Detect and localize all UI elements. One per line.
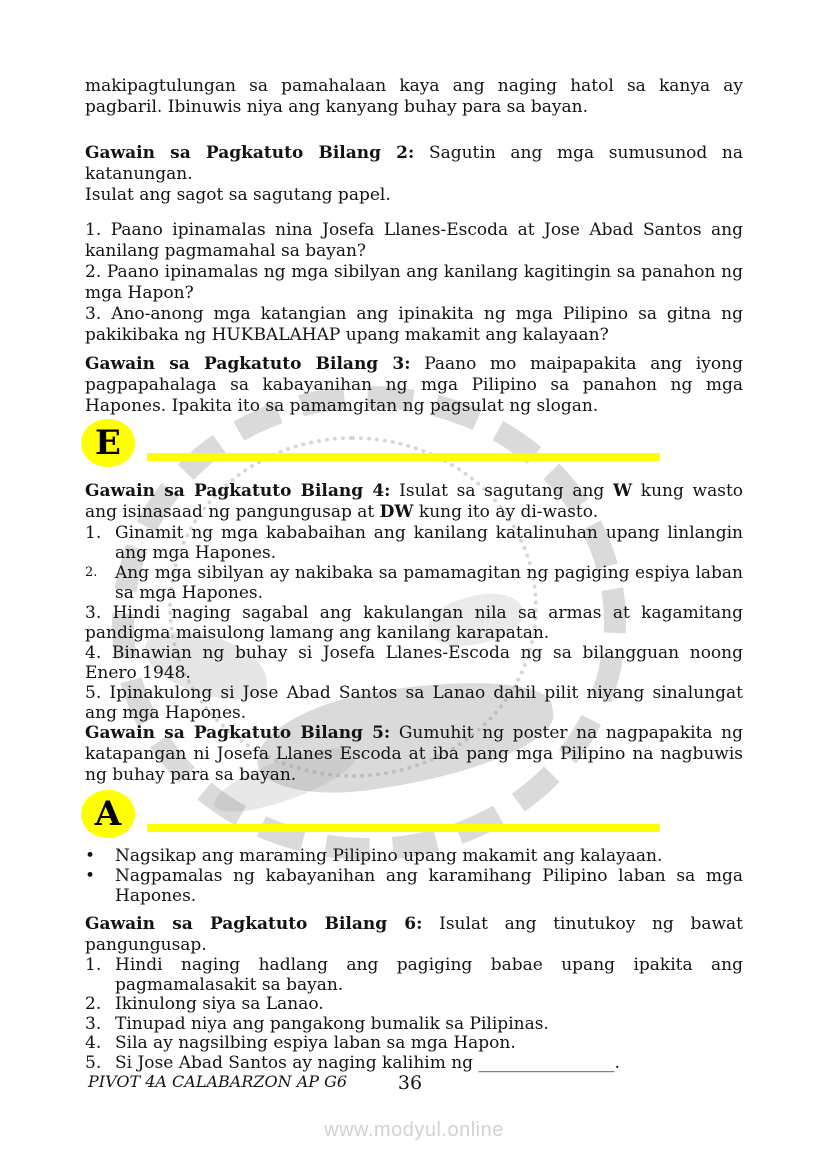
- gawain-6-text: Isulat ang tinutukoy ng bawat pangungusap.: [85, 914, 744, 955]
- list-item-text: Si Jose Abad Santos ay naging kalihim ng ________________.: [115, 1052, 620, 1073]
- gawain-4-text: kung wasto ang isinasaad ng pangungusap at: [85, 481, 744, 522]
- page-content: [85, 70, 743, 1073]
- gawain-3-label: Gawain sa Pagkatuto Bilang 3:: [85, 354, 411, 374]
- gawain-2-text: Sagutin ang mga sumusunod na katanungan.: [85, 143, 743, 184]
- list-item-number: 2.: [85, 994, 102, 1014]
- section-e-badge: E: [81, 419, 135, 467]
- site-watermark: www.modyul.online: [324, 1119, 504, 1141]
- list-item: [85, 995, 743, 1015]
- gawain-4-text: kung ito ay di-wasto.: [418, 502, 599, 522]
- list-item-number: 3.: [85, 1013, 102, 1034]
- bullet-item: [85, 866, 743, 906]
- list-item-number: 4.: [85, 1033, 102, 1053]
- bullet-marker: •: [85, 866, 96, 886]
- list-item-number: 4.: [85, 643, 102, 663]
- gawain-2-paragraph: [85, 143, 743, 185]
- bullet-item: [85, 846, 743, 866]
- list-item-text: Tinupad niya ang pangakong bumalik sa Pilipinas.: [115, 1013, 549, 1034]
- list-item-text: Binawian ng buhay si Josefa Llanes-Escoda ng sa bilangguan noong Enero 1948.: [85, 643, 743, 683]
- question-item: 1. Paano ipinamalas nina Josefa Llanes-Escoda at Jose Abad Santos ang kanilang pagmamahal sa bayan?: [85, 220, 743, 261]
- bullet-marker: •: [85, 846, 96, 866]
- section-e-header: [85, 419, 743, 467]
- gawain-4-label: Gawain sa Pagkatuto Bilang 4:: [85, 481, 391, 501]
- gawain-2-instruction: Isulat ang sagot sa sagutang papel.: [85, 185, 391, 205]
- list-item-text: Ginamit ng mga kababaihan ang kanilang katalinuhan upang linlangin ang mga Hapones.: [115, 523, 743, 563]
- gawain-4-text: Isulat sa sagutang ang: [399, 481, 605, 501]
- list-item-text: Ang mga sibilyan ay nakibaka sa pamamagitan ng pagiging espiya laban sa mga Hapones.: [115, 563, 743, 603]
- list-item-number: 3.: [85, 603, 102, 623]
- bullet-text: Nagsikap ang maraming Pilipino upang makamit ang kalayaan.: [115, 846, 663, 866]
- list-item-number: 2.: [85, 565, 98, 580]
- list-item: [85, 1015, 743, 1035]
- list-item-number: 1.: [85, 955, 102, 975]
- list-item-number: 5.: [85, 683, 102, 703]
- gawain-2-section: [85, 143, 743, 206]
- page-number: 36: [397, 1072, 423, 1094]
- list-item-text: Sila ay nagsilbing espiya laban sa mga Hapon.: [115, 1033, 516, 1053]
- list-item: [85, 683, 743, 723]
- list-item-text: Ikinulong siya sa Lanao.: [115, 994, 324, 1014]
- list-item: [85, 563, 743, 603]
- gawain-5-label: Gawain sa Pagkatuto Bilang 5:: [85, 723, 391, 743]
- gawain-4-list: [85, 523, 743, 723]
- gawain-4-bold-w: W: [612, 481, 633, 501]
- gawain-3-text: Paano mo maipapakita ang iyong pagpapahalaga sa kabayanihan ng mga Pilipino sa panahon ng mga Hapones. Ipakita ito sa pamamgitan ng pagsulat ng slogan.: [85, 354, 743, 416]
- intro-paragraph: makipagtulungan sa pamahalaan kaya ang naging hatol sa kanya ay pagbaril. Ibinuwis niya ang kanyang buhay para sa bayan.: [85, 76, 743, 117]
- list-item: [85, 523, 743, 563]
- list-item: [85, 956, 743, 995]
- bullet-text: Nagpamalas ng kabayanihan ang karamihang Pilipino laban sa mga Hapones.: [115, 866, 743, 906]
- question-item: 2. Paano ipinamalas ng mga sibilyan ang kanilang kagitingin sa panahon ng mga Hapon?: [85, 262, 743, 303]
- section-a-bullets: [85, 846, 743, 906]
- list-item-text: Hindi naging sagabal ang kakulangan nila sa armas at kagamitang pandigma maisulong lamang ang kanilang karapatan.: [85, 603, 743, 643]
- gawain-5-paragraph: [85, 723, 743, 786]
- list-item: [85, 643, 743, 683]
- list-item-text: Ipinakulong si Jose Abad Santos sa Lanao dahil pilit niyang sinalungat ang mga Hapones.: [85, 683, 743, 723]
- section-e-rule: [147, 453, 660, 461]
- gawain-6-list: [85, 956, 743, 1073]
- list-item-text: Hindi naging hadlang ang pagiging babae upang ipakita ang pagmamalasakit sa bayan.: [115, 955, 743, 995]
- section-a-badge: A: [81, 790, 135, 838]
- list-item-number: 1.: [85, 523, 102, 543]
- gawain-3-paragraph: [85, 354, 743, 417]
- footer-document-title: PIVOT 4A CALABARZON AP G6: [88, 1072, 348, 1091]
- list-item: [85, 603, 743, 643]
- gawain-4-paragraph: [85, 481, 743, 523]
- gawain-5-text: Gumuhit ng poster na nagpapakita ng katapangan ni Josefa Llanes Escoda at iba pang mga Pilipino na nagbuwis ng buhay para sa bayan.: [85, 723, 744, 785]
- list-item: [85, 1054, 743, 1074]
- gawain-2-questions: [85, 220, 743, 346]
- section-a-rule: [147, 824, 660, 832]
- question-item: 3. Ano-anong mga katangian ang ipinakita ng mga Pilipino sa gitna ng pakikibaka ng HUKBALAHAP upang makamit ang kalayaan?: [85, 304, 743, 345]
- list-item: [85, 1034, 743, 1054]
- section-a-header: [85, 790, 743, 838]
- gawain-6-section: [85, 914, 743, 1073]
- gawain-4-bold-dw: DW: [379, 502, 414, 522]
- gawain-2-label: Gawain sa Pagkatuto Bilang 2:: [85, 143, 415, 163]
- gawain-6-label: Gawain sa Pagkatuto Bilang 6:: [85, 914, 423, 934]
- list-item-number: 5.: [85, 1052, 102, 1073]
- gawain-6-paragraph: [85, 914, 743, 956]
